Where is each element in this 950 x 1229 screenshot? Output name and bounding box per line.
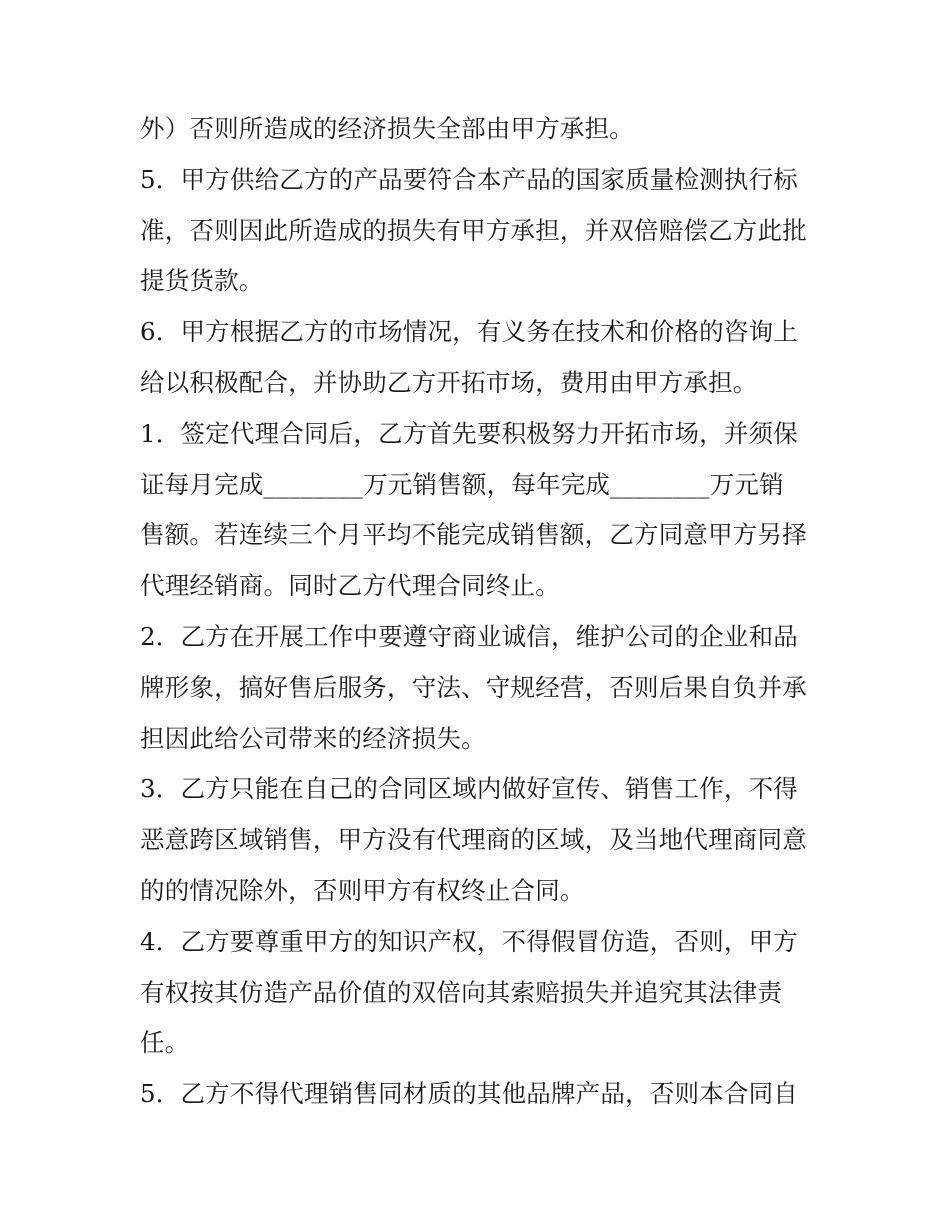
text-line: 3．乙方只能在自己的合同区域内做好宣传、销售工作，不得 xyxy=(140,774,798,804)
text-line: 证每月完成________万元销售额，每年完成________万元销 xyxy=(140,469,784,499)
text-line: 的的情况除外，否则甲方有权终止合同。 xyxy=(140,875,585,905)
text-line: 1．签定代理合同后，乙方首先要积极努力开拓市场，并须保 xyxy=(140,418,798,448)
text-line: 4．乙方要尊重甲方的知识产权，不得假冒仿造，否则，甲方 xyxy=(140,926,798,956)
text-line: 2．乙方在开展工作中要遵守商业诚信，维护公司的企业和品 xyxy=(140,621,798,651)
text-line: 6．甲方根据乙方的市场情况，有义务在技术和价格的咨询上 xyxy=(140,317,798,347)
text-line: 担因此给公司带来的经济损失。 xyxy=(140,723,486,753)
text-line: 准，否则因此所造成的损失有甲方承担，并双倍赔偿乙方此批 xyxy=(140,215,807,245)
document-body xyxy=(140,104,820,1120)
text-line: 外）否则所造成的经济损失全部由甲方承担。 xyxy=(140,114,634,143)
text-line: 5．乙方不得代理销售同材质的其他品牌产品，否则本合同自 xyxy=(140,1079,798,1109)
text-line: 提货货款。 xyxy=(140,266,264,296)
text-line: 代理经销商。同时乙方代理合同终止。 xyxy=(140,571,560,601)
text-line: 牌形象，搞好售后服务，守法、守规经营，否则后果自负并承 xyxy=(140,672,807,702)
text-line: 有权按其仿造产品价值的双倍向其索赔损失并追究其法律责 xyxy=(140,977,783,1007)
text-line: 恶意跨区域销售，甲方没有代理商的区域，及当地代理商同意 xyxy=(140,825,807,855)
text-line: 任。 xyxy=(140,1028,190,1058)
text-line: 售额。若连续三个月平均不能完成销售额，乙方同意甲方另择 xyxy=(140,520,807,550)
text-line: 5．甲方供给乙方的产品要符合本产品的国家质量检测执行标 xyxy=(140,164,798,194)
text-line: 给以积极配合，并协助乙方开拓市场，费用由甲方承担。 xyxy=(140,367,758,397)
